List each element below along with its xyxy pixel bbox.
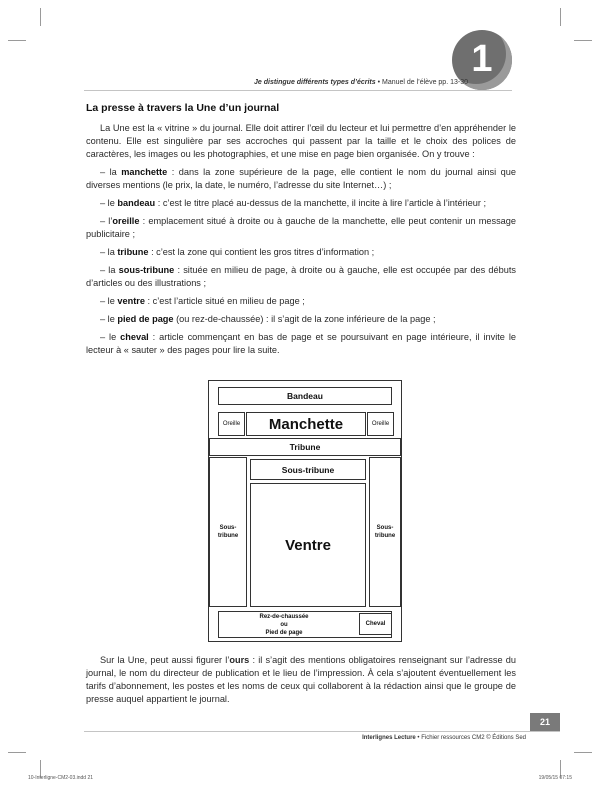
footer-credit-rest: • Fichier ressources CM2 © Éditions Sed: [415, 735, 526, 741]
rez-label-1: Rez-de-chaussée: [259, 613, 309, 620]
sous-tribune-center-box: [250, 459, 366, 480]
cheval-label: Cheval: [365, 621, 386, 627]
rez-label-group: [219, 613, 349, 637]
cheval-box: [359, 613, 392, 635]
oreille-left-box: [218, 412, 245, 436]
front-page-diagram: [208, 380, 402, 642]
ventre-box: [250, 483, 366, 607]
chapter-number: 1: [471, 38, 493, 80]
rez-label-3: Pied de page: [265, 629, 303, 636]
footer-credit-title: Interlignes Lecture: [362, 735, 416, 741]
sous-tribune-right-label-1: Sous-: [376, 525, 394, 531]
page-number: 21: [530, 713, 560, 731]
bandeau-box: [218, 387, 392, 405]
oreille-left-label: Oreille: [222, 421, 241, 427]
manchette-label: Manchette: [268, 415, 344, 433]
tribune-box: [209, 438, 401, 456]
running-ref: Manuel de l’élève pp. 13-30: [381, 79, 468, 86]
crop-mark: [574, 40, 592, 41]
definition-item: – le ventre : c’est l’article situé en milieu de page ;: [100, 296, 305, 306]
crop-mark: [8, 40, 26, 41]
closing-paragraph: Sur la Une, peut aussi figurer l’ours : il s’agit des mentions obligatoires renseignant sur l’adresse du journal, le nom du directeur de publication et le lieu de l’impression. À cela s’ajoutent éventuellement les tarifs d’abonnement, les postes et les noms de ceux qui collaborent à la rédaction ainsi que le groupe de presse auquel appartient le journal.: [86, 655, 516, 704]
tribune-label: Tribune: [289, 442, 321, 452]
crop-mark: [574, 752, 592, 753]
crop-mark: [560, 8, 561, 26]
definition-item: – le pied de page (ou rez-de-chaussée) : il s’agit de la zone inférieure de la page ;: [100, 314, 436, 324]
oreille-right-box: [367, 412, 394, 436]
section-title: La presse à travers la Une d’un journal: [86, 102, 280, 114]
sous-tribune-center-label: Sous-tribune: [281, 464, 335, 475]
print-slug-file: 10-Interligne-CM2-03.indd 21: [28, 775, 94, 781]
sous-tribune-left-box: [209, 457, 247, 607]
definition-item: – le bandeau : c’est le titre placé au-dessus de la manchette, il incite à lire l’article à l’intérieur ;: [100, 198, 487, 208]
footer-rule: [84, 731, 560, 732]
manchette-box: [246, 412, 366, 436]
header-rule: [84, 90, 512, 91]
closing-text: [86, 654, 516, 711]
definition-item: – la sous-tribune : située en milieu de page, à droite ou à gauche, elle est occupée par des débuts d’articles ou des illustrations ;: [86, 265, 516, 288]
print-slug-date: 19/05/15 07:15: [538, 775, 572, 781]
sous-tribune-right-box: [369, 457, 401, 607]
sous-tribune-right-label-2: tribune: [374, 533, 396, 539]
definition-item: – la tribune : c’est la zone qui contient les gros titres d’information ;: [100, 247, 375, 257]
bandeau-label: Bandeau: [287, 391, 323, 401]
intro-paragraph: La Une est la « vitrine » du journal. Elle doit attirer l’œil du lecteur et lui permettre d’en appréhender le contenu. Elle est singulière par ses accroches qui passent par la taille et le choix des polices de caractères, les images ou les photographies, et une mise en page bien organisée. On y trouve :: [86, 123, 516, 159]
running-head: [254, 79, 468, 86]
running-separator: •: [375, 79, 382, 86]
ventre-label: Ventre: [285, 536, 331, 554]
definition-item: – l’oreille : emplacement situé à droite ou à gauche de la manchette, elle peut contenir un message publicitaire ;: [86, 216, 516, 239]
sous-tribune-left-label-1: Sous-: [219, 525, 237, 531]
definition-item: – le cheval : article commençant en bas de page et se poursuivant en page intérieure, il invite le lecteur à « sauter » des pages pour lire la suite.: [86, 332, 516, 355]
crop-mark: [40, 8, 41, 26]
oreille-right-label: Oreille: [371, 421, 390, 427]
crop-mark: [8, 752, 26, 753]
sous-tribune-left-label-2: tribune: [217, 533, 239, 539]
definition-item: – la manchette : dans la zone supérieure de la page, elle contient le nom du journal ainsi que diverses mentions (le prix, la date, le numéro, l’adresse du site Internet…) ;: [86, 167, 516, 190]
rez-label-2: ou: [280, 621, 288, 628]
main-text: [86, 102, 516, 362]
running-title: Je distingue différents types d’écrits: [254, 79, 376, 86]
footer-credit: [362, 735, 526, 741]
